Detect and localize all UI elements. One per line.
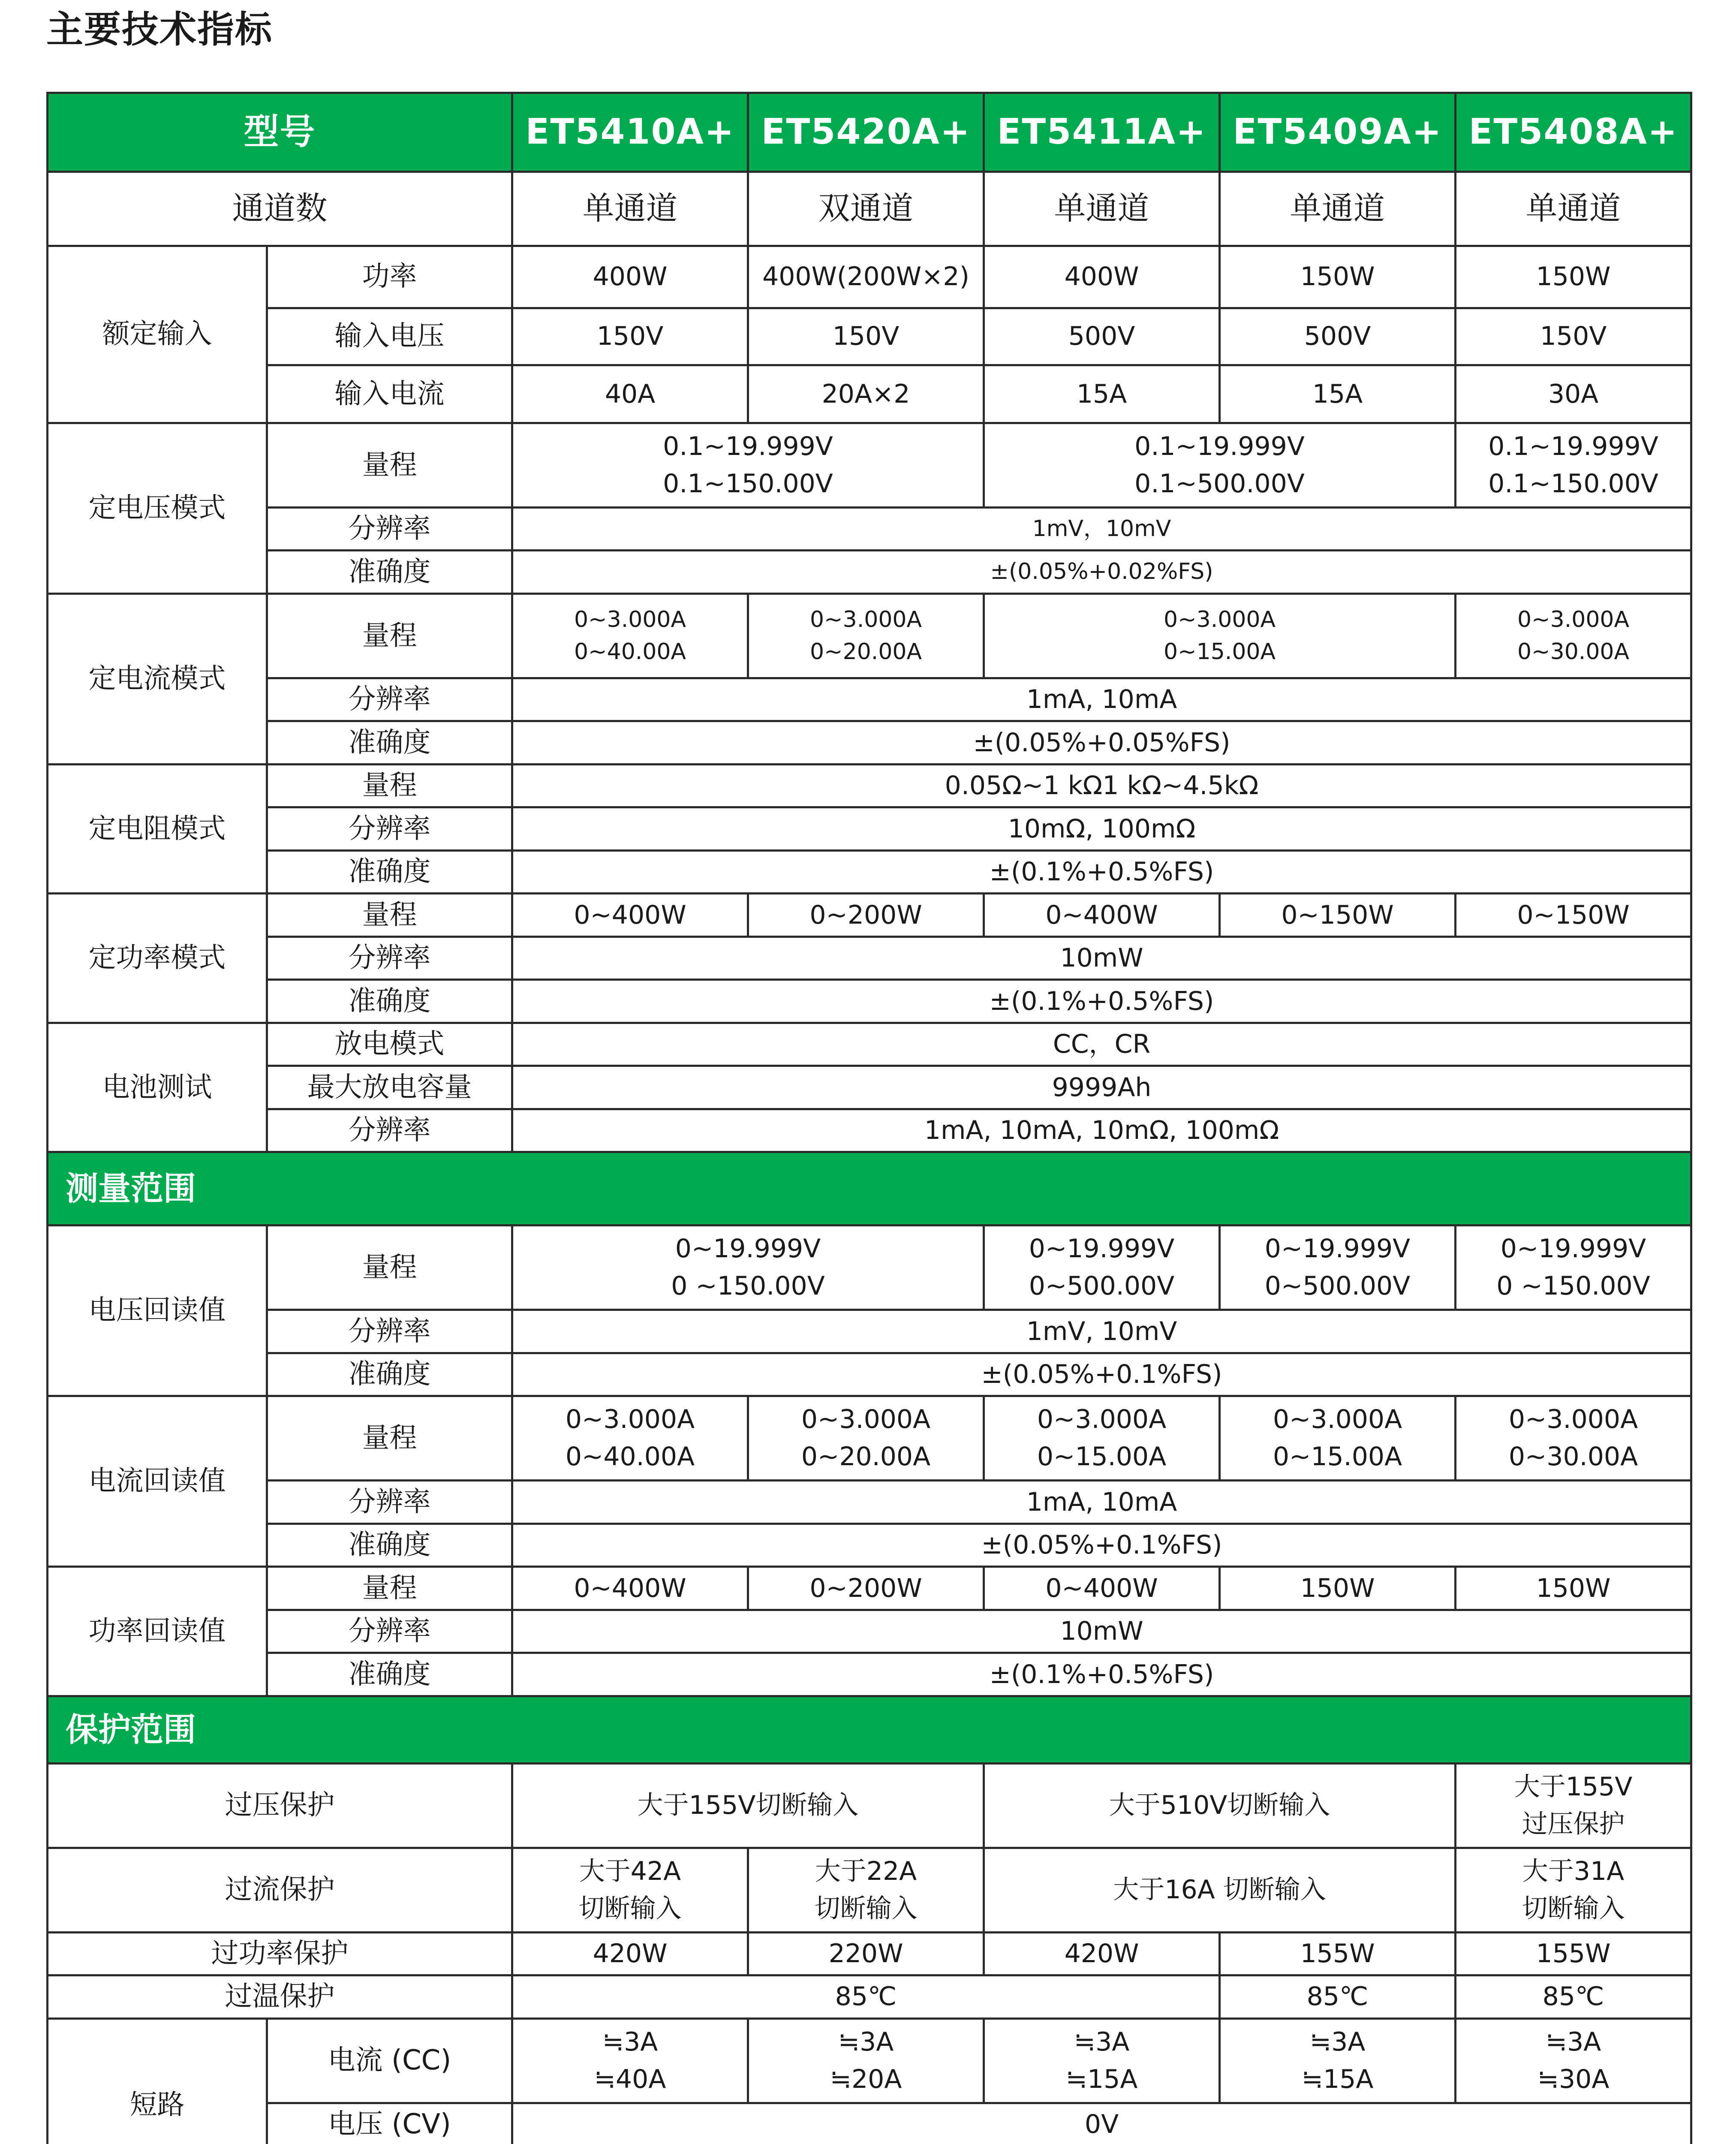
value-line: ≒3A (1074, 2027, 1130, 2057)
value-cell: ±(0.1%+0.5%FS) (512, 980, 1691, 1023)
value-cell (1220, 1226, 1456, 1310)
value-cell: 500V (1220, 308, 1456, 365)
value-line: 0~3.000A (574, 606, 686, 632)
value-cell: 85℃ (1220, 1975, 1456, 2019)
value-cell: 500V (984, 308, 1220, 365)
model-cell: ET5411A+ (984, 93, 1220, 172)
value-cell: 1mV, 10mV (512, 1310, 1691, 1353)
value-cell (1456, 423, 1691, 507)
cc-mode-label: 定电流模式 (48, 593, 267, 764)
value-cell: 20A×2 (748, 365, 984, 423)
value-line: ≒3A (838, 2027, 894, 2057)
value-line: 大于155V (1514, 1771, 1633, 1802)
value-cell: 大于155V切断输入 (512, 1763, 984, 1848)
p-readback-resolution-row (48, 1610, 1691, 1653)
value-line: 0~15.00A (1273, 1442, 1402, 1472)
cv-resolution-row (48, 507, 1691, 551)
i-readback-resolution-row (48, 1481, 1691, 1524)
i-readback-range-row (48, 1396, 1691, 1481)
value-cell: 400W (984, 246, 1220, 308)
value-cell: 155W (1456, 1932, 1691, 1975)
param-label: 放电模式 (267, 1023, 512, 1066)
param-label: 量程 (267, 593, 512, 678)
value-line: 0~500.00V (1264, 1271, 1411, 1301)
value-cell (748, 593, 984, 678)
value-line: 0.1~19.999V (1134, 431, 1305, 461)
value-cell: 85℃ (512, 1975, 1220, 2019)
value-cell: 0~400W (984, 1567, 1220, 1610)
value-line: 0~3.000A (1037, 1404, 1167, 1435)
value-cell: 420W (512, 1932, 748, 1975)
value-line: 0~19.999V (1264, 1234, 1411, 1264)
value-line: 0~20.00A (801, 1442, 931, 1472)
value-line: 0~15.00A (1037, 1442, 1167, 1472)
value-line: ≒3A (1545, 2027, 1601, 2057)
value-line: 切断输入 (814, 1893, 918, 1924)
value-cell (748, 1848, 984, 1932)
value-cell: ±(0.1%+0.5%FS) (512, 1653, 1691, 1696)
p-readback-range-row (48, 1567, 1691, 1610)
cv-mode-label: 定电压模式 (48, 423, 267, 593)
value-cell: 10mΩ, 100mΩ (512, 807, 1691, 851)
value-cell: 双通道 (748, 172, 984, 246)
short-cc-row (48, 2018, 1691, 2103)
value-line: ≒30A (1537, 2064, 1610, 2094)
v-readback-label: 电压回读值 (48, 1226, 267, 1396)
value-cell: 0V (512, 2103, 1691, 2144)
value-line: 0.1~500.00V (1134, 468, 1305, 499)
value-line: 0~19.999V (1500, 1234, 1646, 1264)
param-label: 量程 (267, 764, 512, 807)
value-cell: 40A (512, 365, 748, 423)
value-cell (984, 1396, 1220, 1481)
v-readback-resolution-row (48, 1310, 1691, 1353)
value-cell (512, 1396, 748, 1481)
param-label: 量程 (267, 894, 512, 937)
param-label: 量程 (267, 1396, 512, 1481)
value-cell: 420W (984, 1932, 1220, 1975)
v-readback-accuracy-row (48, 1353, 1691, 1396)
value-line: ≒40A (594, 2064, 666, 2094)
channels-row (48, 172, 1691, 246)
cp-accuracy-row (48, 980, 1691, 1023)
value-cell: ±(0.05%+0.02%FS) (512, 551, 1691, 594)
value-line: 0~3.000A (1517, 606, 1630, 632)
rated-power-row (48, 246, 1691, 308)
cr-resolution-row (48, 807, 1691, 851)
value-cell (512, 1226, 984, 1310)
spec-table (46, 92, 1692, 2144)
value-cell: 大于510V切断输入 (984, 1763, 1456, 1848)
value-line: 0~3.000A (1273, 1404, 1402, 1435)
value-cell: 9999Ah (512, 1066, 1691, 1109)
param-label: 准确度 (267, 980, 512, 1023)
value-cell: 10mW (512, 936, 1691, 980)
value-cell: ±(0.05%+0.05%FS) (512, 721, 1691, 765)
value-line: 0~500.00V (1029, 1271, 1175, 1301)
value-cell: 0~400W (984, 894, 1220, 937)
value-line: ≒3A (602, 2027, 658, 2057)
value-cell: 220W (748, 1932, 984, 1975)
param-label: 量程 (267, 1226, 512, 1310)
param-label: 准确度 (267, 1524, 512, 1567)
cc-accuracy-row (48, 721, 1691, 765)
value-cell: 0~200W (748, 894, 984, 937)
value-cell: 0~150W (1456, 894, 1691, 937)
value-line: 0~3.000A (809, 606, 922, 632)
value-cell: CC，CR (512, 1023, 1691, 1066)
value-line: 大于42A (579, 1856, 681, 1886)
value-cell (1220, 2018, 1456, 2103)
value-cell (512, 2018, 748, 2103)
value-line: 0 ~150.00V (1496, 1271, 1650, 1301)
value-line: 大于22A (815, 1856, 917, 1886)
ocp-row (48, 1848, 1691, 1932)
value-cell: 单通道 (1456, 172, 1691, 246)
param-label: 分辨率 (267, 1610, 512, 1653)
section-heading: 测量范围 (48, 1152, 1691, 1226)
value-cell: 大于16A 切断输入 (984, 1848, 1456, 1932)
value-cell (1456, 593, 1691, 678)
cp-resolution-row (48, 936, 1691, 980)
param-label: 分辨率 (267, 1481, 512, 1524)
value-cell (512, 423, 984, 507)
value-cell: 150V (512, 308, 748, 365)
value-cell: ±(0.05%+0.1%FS) (512, 1524, 1691, 1567)
value-cell (984, 593, 1456, 678)
cr-range-row (48, 764, 1691, 807)
model-header: 型号 (48, 93, 512, 172)
value-cell (1456, 1396, 1691, 1481)
i-readback-accuracy-row (48, 1524, 1691, 1567)
cr-mode-label: 定电阻模式 (48, 764, 267, 894)
value-line: 0~40.00A (574, 638, 686, 665)
value-cell (512, 1848, 748, 1932)
param-label: 分辨率 (267, 678, 512, 721)
value-cell: 单通道 (1220, 172, 1456, 246)
section-heading: 保护范围 (48, 1696, 1691, 1763)
value-line: 0~30.00A (1517, 638, 1630, 665)
value-cell: 单通道 (984, 172, 1220, 246)
value-cell: 0~200W (748, 1567, 984, 1610)
param-label: 电流 (CC) (267, 2018, 512, 2103)
rated-input-label: 额定输入 (48, 246, 267, 423)
value-cell (1220, 1396, 1456, 1481)
value-cell (748, 1396, 984, 1481)
param-label: 电压 (CV) (267, 2103, 512, 2144)
value-cell: ±(0.1%+0.5%FS) (512, 850, 1691, 894)
value-line: ≒3A (1309, 2027, 1366, 2057)
value-line: 过压保护 (1522, 1809, 1625, 1839)
page-title: 主要技术指标 (46, 8, 273, 51)
value-cell (512, 593, 748, 678)
v-readback-range-row (48, 1226, 1691, 1310)
ocp-label: 过流保护 (48, 1848, 512, 1932)
value-line: 0~15.00A (1163, 638, 1276, 665)
protect-section-row (48, 1696, 1691, 1763)
p-readback-accuracy-row (48, 1653, 1691, 1696)
value-cell: 1mV，10mV (512, 507, 1691, 551)
value-cell (1456, 1763, 1691, 1848)
rated-current-row (48, 365, 1691, 423)
battery-resolution-row (48, 1109, 1691, 1152)
value-cell (748, 2018, 984, 2103)
header-row (48, 93, 1691, 172)
value-cell: 0~400W (512, 1567, 748, 1610)
battery-test-label: 电池测试 (48, 1023, 267, 1152)
param-label: 分辨率 (267, 507, 512, 551)
value-cell: 30A (1456, 365, 1691, 423)
value-cell (984, 2018, 1220, 2103)
value-line: 0~30.00A (1508, 1442, 1638, 1472)
short-cv-row (48, 2103, 1691, 2144)
value-line: 大于31A (1522, 1856, 1625, 1886)
value-line: 0~19.999V (675, 1234, 821, 1264)
opp-label: 过功率保护 (48, 1932, 512, 1975)
cr-accuracy-row (48, 850, 1691, 894)
value-line: 0.1~19.999V (1488, 431, 1658, 461)
value-cell (984, 423, 1456, 507)
value-line: 0~19.999V (1029, 1234, 1175, 1264)
param-label: 功率 (267, 246, 512, 308)
value-cell (1456, 1226, 1691, 1310)
model-cell: ET5408A+ (1456, 93, 1691, 172)
param-label: 分辨率 (267, 807, 512, 851)
value-cell: 150W (1456, 246, 1691, 308)
param-label: 分辨率 (267, 936, 512, 980)
param-label: 输入电流 (267, 365, 512, 423)
param-label: 量程 (267, 1567, 512, 1610)
value-cell: 150W (1220, 246, 1456, 308)
value-cell: 155W (1220, 1932, 1456, 1975)
value-line: 0.1~19.999V (663, 431, 833, 461)
param-label: 准确度 (267, 1353, 512, 1396)
value-line: 0.1~150.00V (1488, 468, 1658, 499)
param-label: 分辨率 (267, 1310, 512, 1353)
value-line: 0~20.00A (809, 638, 922, 665)
cp-range-row (48, 894, 1691, 937)
channels-label: 通道数 (48, 172, 512, 246)
value-line: 0~3.000A (1163, 606, 1276, 632)
short-circuit-label: 短路 (48, 2018, 267, 2144)
value-cell: 0~150W (1220, 894, 1456, 937)
otp-row (48, 1975, 1691, 2019)
value-cell (1456, 2018, 1691, 2103)
value-cell: 1mA, 10mA, 10mΩ, 100mΩ (512, 1109, 1691, 1152)
value-cell: 15A (1220, 365, 1456, 423)
battery-mode-row (48, 1023, 1691, 1066)
value-line: 切断输入 (1522, 1893, 1625, 1924)
model-cell: ET5420A+ (748, 93, 984, 172)
battery-capacity-row (48, 1066, 1691, 1109)
value-line: 0 ~150.00V (671, 1271, 825, 1301)
value-cell (984, 1226, 1220, 1310)
measure-section-row (48, 1152, 1691, 1226)
value-cell: 1mA, 10mA (512, 1481, 1691, 1524)
p-readback-label: 功率回读值 (48, 1567, 267, 1696)
value-cell: 400W (512, 246, 748, 308)
value-line: ≒15A (1065, 2064, 1138, 2094)
otp-label: 过温保护 (48, 1975, 512, 2019)
value-cell (1456, 1848, 1691, 1932)
cc-range-row (48, 593, 1691, 678)
value-line: ≒20A (830, 2064, 902, 2094)
opp-row (48, 1932, 1691, 1975)
cv-accuracy-row (48, 551, 1691, 594)
value-cell: 400W(200W×2) (748, 246, 984, 308)
value-line: 0~40.00A (565, 1442, 695, 1472)
value-cell: 150V (1456, 308, 1691, 365)
value-cell: ±(0.05%+0.1%FS) (512, 1353, 1691, 1396)
model-cell: ET5409A+ (1220, 93, 1456, 172)
rated-voltage-row (48, 308, 1691, 365)
cv-range-row (48, 423, 1691, 507)
value-cell: 0.05Ω~1 kΩ1 kΩ~4.5kΩ (512, 764, 1691, 807)
param-label: 准确度 (267, 850, 512, 894)
param-label: 准确度 (267, 551, 512, 594)
param-label: 准确度 (267, 721, 512, 765)
value-line: 0~3.000A (801, 1404, 931, 1435)
ovp-label: 过压保护 (48, 1763, 512, 1848)
value-line: 0~3.000A (1508, 1404, 1638, 1435)
value-cell: 150V (748, 308, 984, 365)
value-cell: 0~400W (512, 894, 748, 937)
value-cell: 15A (984, 365, 1220, 423)
value-line: ≒15A (1301, 2064, 1374, 2094)
cc-resolution-row (48, 678, 1691, 721)
cp-mode-label: 定功率模式 (48, 894, 267, 1023)
param-label: 输入电压 (267, 308, 512, 365)
ovp-row (48, 1763, 1691, 1848)
value-cell: 85℃ (1456, 1975, 1691, 2019)
i-readback-label: 电流回读值 (48, 1396, 267, 1567)
value-cell: 10mW (512, 1610, 1691, 1653)
model-cell: ET5410A+ (512, 93, 748, 172)
value-line: 0.1~150.00V (663, 468, 833, 499)
value-cell: 150W (1456, 1567, 1691, 1610)
value-cell: 150W (1220, 1567, 1456, 1610)
param-label: 分辨率 (267, 1109, 512, 1152)
value-cell: 单通道 (512, 172, 748, 246)
value-line: 切断输入 (578, 1893, 682, 1924)
param-label: 准确度 (267, 1653, 512, 1696)
value-line: 0~3.000A (565, 1404, 695, 1435)
param-label: 最大放电容量 (267, 1066, 512, 1109)
param-label: 量程 (267, 423, 512, 507)
value-cell: 1mA, 10mA (512, 678, 1691, 721)
